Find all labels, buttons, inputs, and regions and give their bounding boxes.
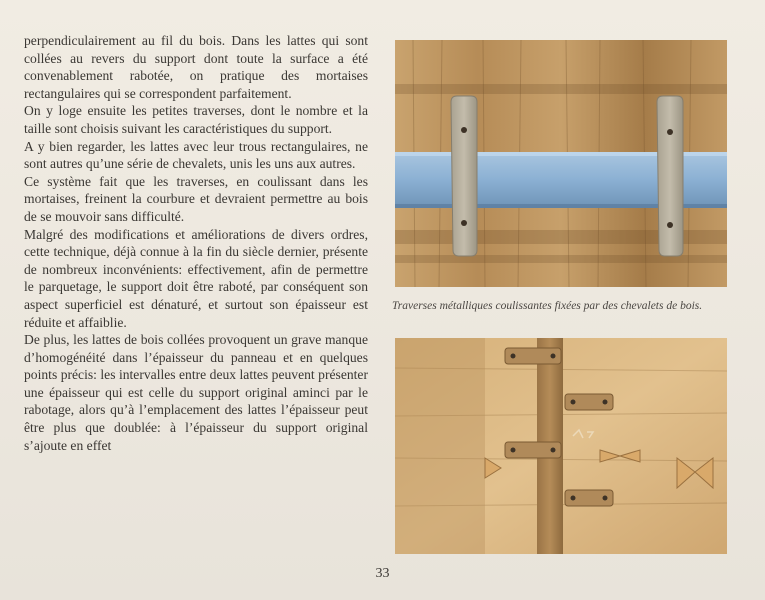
body-text-column bbox=[24, 32, 368, 454]
paragraph-5: Malgré des modifications et améliorations de divers ordres, cette technique, déjà connue à la fin du siècle dernier, présente de nombreux inconvénients: effectivement, afin de permettre le parquetage, le support doit être raboté, par conséquent son aspect superficiel est dénaturé, et surtout son épaisseur est réduite et affaiblie. bbox=[24, 226, 368, 330]
paragraph-1: perpendiculairement au fil du bois. Dans les lattes qui sont collées au revers du support dont toute la surface a été convenablement rabotée, on pratique des mortaises rectangulaires qui se correspondent parfaitement. bbox=[24, 33, 368, 101]
photo-wooden-battens-illustration bbox=[395, 338, 727, 554]
photo-wooden-battens bbox=[395, 338, 727, 554]
photo-caption: Traverses métalliques coulissantes fixées par des chevalets de bois. bbox=[392, 300, 703, 312]
paragraph-6: De plus, les lattes de bois collées provoquent un grave manque d’homogénéité dans l’épaisseur du panneau et en quelques points précis: les intervalles entre deux lattes peuvent présenter une épaisseur qui est celle du support original aminci par le rabotage, alors qu’à l’emplacement des lattes l’épaisseur peut être plus que doublée: à l’épaisseur du support original s’ajoute en effet bbox=[24, 332, 368, 453]
photo-metal-crossbar bbox=[395, 40, 727, 287]
photo-metal-crossbar-illustration bbox=[395, 40, 727, 287]
paragraph-4: Ce système fait que les traverses, en coulissant dans les mortaises, freinent la courbure et devraient permettre au bois de se mouvoir sans difficulté. bbox=[24, 173, 368, 224]
paragraph-2: On y loge ensuite les petites traverses, dont le nombre et la taille sont choisis suivant les caractéristiques du support. bbox=[24, 103, 368, 136]
paragraph-3: A y bien regarder, les lattes avec leur trous rectangulaires, ne sont autres qu’une série de chevalets, unis les uns aux autres. bbox=[24, 138, 368, 172]
page-number: 33 bbox=[375, 566, 390, 581]
